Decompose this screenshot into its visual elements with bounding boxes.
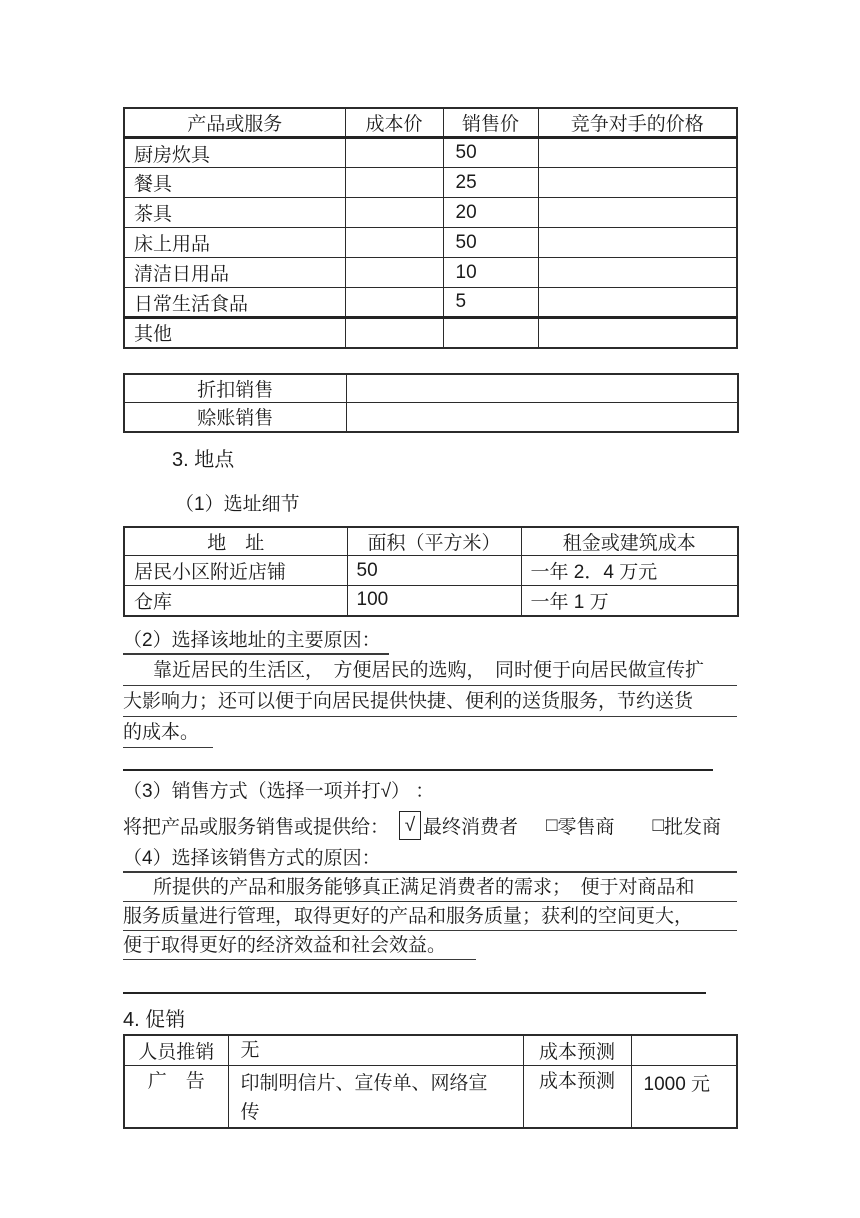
- table-row: [124, 556, 738, 586]
- promotion-detail-cell: 无: [228, 1035, 523, 1066]
- sub-heading-location-reason: [123, 629, 737, 655]
- option-wholesaler: [653, 812, 722, 839]
- option-label: 最终消费者: [423, 817, 519, 838]
- paragraph-line: 靠近居民的生活区， 方便居民的选购， 同时便于向居民做宣传扩: [123, 655, 737, 686]
- col-header-sale-price: 销售价: [443, 108, 538, 138]
- sales-term-value-cell: [346, 374, 738, 403]
- cost-forecast-label-cell: 成本预测: [523, 1065, 631, 1128]
- paragraph-line-end: 便于取得更好的经济效益和社会效益。: [123, 931, 476, 960]
- table-row: [124, 586, 738, 616]
- competitor-price-cell: [538, 138, 737, 168]
- product-name-cell: 日常生活食品: [124, 288, 345, 318]
- table-row: [124, 374, 738, 403]
- promotion-table: [123, 1034, 738, 1129]
- paragraph-line-end: 的成本。: [123, 717, 213, 748]
- paragraph-line: 所提供的产品和服务能够真正满足消费者的需求； 便于对商品和: [123, 873, 737, 902]
- checkbox-unchecked[interactable]: □: [652, 814, 665, 836]
- cost-forecast-value-cell: 1000 元: [631, 1065, 737, 1128]
- sale-price-cell: 10: [443, 258, 538, 288]
- cost-price-cell: [345, 168, 443, 198]
- cost-price-cell: [345, 258, 443, 288]
- competitor-price-cell: [538, 168, 737, 198]
- location-table: [123, 526, 739, 617]
- option-final-consumer: [389, 811, 518, 840]
- address-cell: 居民小区附近店铺: [124, 556, 347, 586]
- paragraph-line: 大影响力；还可以便于向居民提供快捷、便利的送货服务，节约送货: [123, 686, 737, 717]
- sale-price-cell: 50: [443, 228, 538, 258]
- promotion-method-cell: 广 告: [124, 1065, 228, 1128]
- rent-cost-cell: 一年 2．4 万元: [521, 556, 738, 586]
- competitor-price-cell: [538, 288, 737, 318]
- col-header-product: 产品或服务: [124, 108, 345, 138]
- option-label: 零售商: [557, 817, 615, 838]
- sub-heading-method-reason: （4）选择该销售方式的原因：: [123, 847, 737, 873]
- blank-answer-line: [123, 992, 706, 994]
- location-header-row: [124, 527, 738, 556]
- table-row: [124, 198, 737, 228]
- option-label: 批发商: [664, 817, 722, 838]
- competitor-price-cell: [538, 198, 737, 228]
- section-heading-promotion: 4. 促销: [123, 1008, 186, 1031]
- table-row: [124, 228, 737, 258]
- paragraph-line: [123, 717, 737, 747]
- col-header-competitor-price: 竞争对手的价格: [538, 108, 737, 138]
- sales-term-label-cell: 折扣销售: [124, 374, 346, 403]
- products-pricing-table: [123, 107, 738, 349]
- product-name-cell: 餐具: [124, 168, 345, 198]
- method-reason-paragraph: [123, 873, 737, 959]
- paragraph-line: 服务质量进行管理，取得更好的产品和服务质量；获利的空间更大，: [123, 902, 737, 931]
- table-row: [124, 1065, 737, 1128]
- competitor-price-cell: [538, 258, 737, 288]
- area-cell: 50: [347, 556, 521, 586]
- col-header-rent-cost: 租金或建筑成本: [521, 527, 738, 556]
- rent-cost-cell: 一年 1 万: [521, 586, 738, 616]
- area-cell: 100: [347, 586, 521, 616]
- section-heading-location: 3. 地点: [172, 448, 235, 471]
- sales-method-prompt: 将把产品或服务销售或提供给：: [123, 817, 390, 838]
- table-row: [124, 288, 737, 318]
- sales-method-options-row: [123, 811, 737, 841]
- sale-price-cell: 5: [443, 288, 538, 318]
- product-name-cell: 茶具: [124, 198, 345, 228]
- competitor-price-cell: [538, 228, 737, 258]
- product-name-cell: 其他: [124, 318, 345, 348]
- cost-price-cell: [345, 288, 443, 318]
- cost-price-cell: [345, 138, 443, 168]
- sub-heading-sales-method: （3）销售方式（选择一项并打√） ：: [123, 780, 435, 802]
- paragraph-line: [123, 931, 737, 959]
- sales-terms-table: [123, 373, 739, 433]
- checkbox-unchecked[interactable]: □: [546, 814, 558, 836]
- product-name-cell: 厨房炊具: [124, 138, 345, 168]
- sales-term-value-cell: [346, 403, 738, 432]
- table-row: [124, 168, 737, 198]
- sale-price-cell: 50: [443, 138, 538, 168]
- promotion-detail-cell: 印制明信片、宣传单、网络宣传: [228, 1065, 523, 1128]
- cost-price-cell: [345, 228, 443, 258]
- location-reason-label: （2）选择该地址的主要原因：: [123, 629, 389, 655]
- product-name-cell: 床上用品: [124, 228, 345, 258]
- table-row: [124, 138, 737, 168]
- sale-price-cell: 20: [443, 198, 538, 228]
- col-header-area: 面积（平方米）: [347, 527, 521, 556]
- promotion-method-cell: 人员推销: [124, 1035, 228, 1066]
- products-header-row: [124, 108, 737, 138]
- sale-price-cell: 25: [443, 168, 538, 198]
- blank-answer-line: [123, 769, 713, 771]
- address-cell: 仓库: [124, 586, 347, 616]
- table-row: [124, 403, 738, 432]
- competitor-price-cell: [538, 318, 737, 348]
- cost-price-cell: [345, 198, 443, 228]
- document-content: [123, 0, 737, 1129]
- col-header-cost-price: 成本价: [345, 108, 443, 138]
- location-reason-paragraph: [123, 655, 737, 747]
- table-row: [124, 1035, 737, 1066]
- option-retailer: [546, 812, 615, 839]
- table-row: [124, 258, 737, 288]
- cost-price-cell: [345, 318, 443, 348]
- product-name-cell: 清洁日用品: [124, 258, 345, 288]
- checkbox-checked[interactable]: √: [399, 811, 421, 840]
- sale-price-cell: [443, 318, 538, 348]
- cost-forecast-label-cell: 成本预测: [523, 1035, 631, 1066]
- cost-forecast-value-cell: [631, 1035, 737, 1066]
- sub-heading-site-details: （1）选址细节: [175, 493, 300, 515]
- col-header-address: 地 址: [124, 527, 347, 556]
- table-row: [124, 318, 737, 348]
- sales-term-label-cell: 赊账销售: [124, 403, 346, 432]
